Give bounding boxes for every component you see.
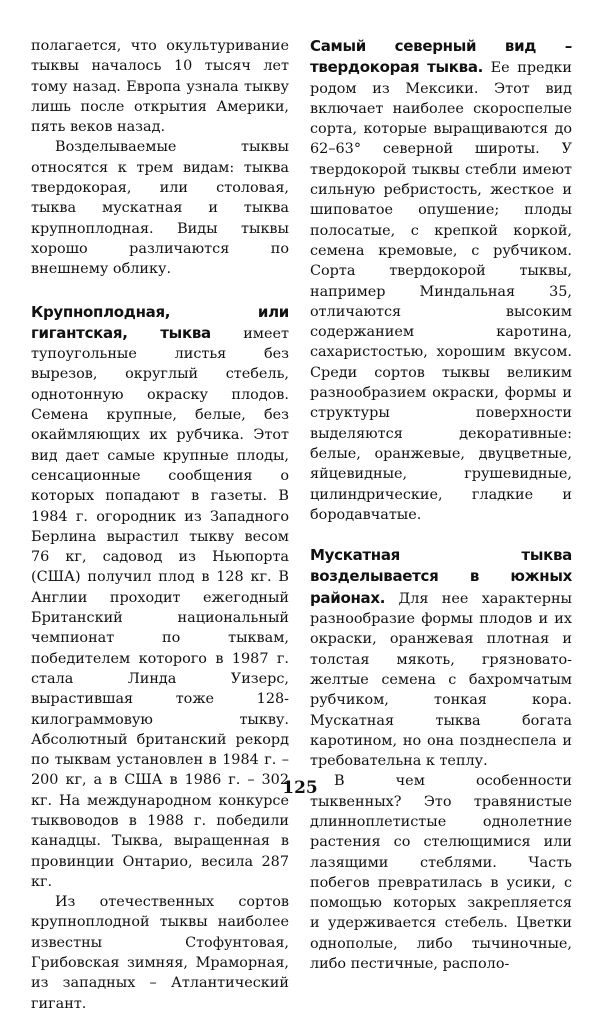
paragraph-species: Возделываемые тыквы относятся к трем видам: тыква твердокорая, или столовая, тыква мускатная и тыква крупноплодная. Виды тыквы хорошо различаются по внешнему облику. [31, 139, 289, 278]
paragraph-muscat-body: Для нее характерны разнообразие формы плодов и их окраски, оранжевая плотная и толстая мякоть, грязновато-желтые семена с бахромчатым рубчиком, тонкая кора. Мускатная тыква богата каротином, но она позднеспела и требовательна к теплу. [310, 590, 572, 770]
paragraph-origin: полагается, что окультуривание тыквы началось 10 тысяч лет тому назад. Европа узнала тыкву лишь после открытия Америки, пять веков назад. [31, 38, 289, 136]
right-column [310, 36, 572, 974]
paragraph-giant-pumpkin [31, 302, 289, 893]
paragraph-domestic-varieties: Из отечественных сортов крупноплодной тыквы наиболее известны Стофунтовая, Грибовская зимняя, Мраморная, из западных – Атлантический гигант. [31, 894, 289, 1012]
paragraph-hard-rind [310, 36, 572, 525]
heading-muscat: Мускатная тыква возделывается в южных районах. [310, 546, 572, 607]
paragraph-giant-pumpkin-body: имеет тупоугольные листья без вырезов, округлый стебель, однотонную окраску плодов. Семена крупные, белые, без окаймляющих их рубчика. Этот вид дает самые крупные плоды, сенсационные сообщения о которых попадают в газеты. В 1984 г. огородник из Западного Берлина вырастил тыкву весом 76 кг, садовод из Ньюпорта (США) получил плод в 128 кг. В Англии проходит ежегодный Британский национальный чемпионат по тыквам, победителем которого в 1987 г. стала Линда Уизерс, вырастившая тоже 128-килограммовую тыкву. Абсолютный британский рекорд по тыквам установлен в 1984 г. – 200 кг, а в США в 1986 г. – 302 кг. На международном конкурсе тыквоводов в 1988 г. победили канадцы. Тыква, выращенная в провинции Онтарио, весила 287 кг. [31, 325, 289, 890]
heading-hard-rind: Самый северный вид – твердокорая тыква. [310, 37, 572, 77]
heading-giant-pumpkin: Крупноплодная, или гигантская, тыква [31, 302, 289, 342]
paragraph-hard-rind-body: Ее предки родом из Мексики. Этот вид включает наиболее скороспелые сорта, которые выращиваются до 62–63° северной широты. У твердокорой тыквы стебли имеют сильную ребристость, жесткое и шиповатое опушение; плоды полосатые, с крепкой коркой, семена кремовые, с рубчиком. Сорта твердокорой тыквы, например Миндальная 35, отличаются высоким содержанием каротина, сахаристостью, хорошим вкусом. Среди сортов тыквы великим разнообразием окраски, формы и структуры поверхности выделяются декоративные: белые, оранжевые, двуцветные, яйцевидные, грушевидные, цилиндрические, гладкие и бородавчатые. [310, 60, 572, 523]
paragraph-features: В чем особенности тыквенных? Это травянистые длинноплетистые однолетние растения со стелющимися или лазящими стеблями. Часть побегов превратилась в усики, с помощью которых закрепляется и удерживается стебель. Цветки однополые, либо тычиночные, либо пестичные, располо- [310, 773, 572, 973]
paragraph-muscat [310, 545, 572, 771]
page-number: 125 [282, 778, 318, 798]
left-column [31, 36, 289, 1014]
